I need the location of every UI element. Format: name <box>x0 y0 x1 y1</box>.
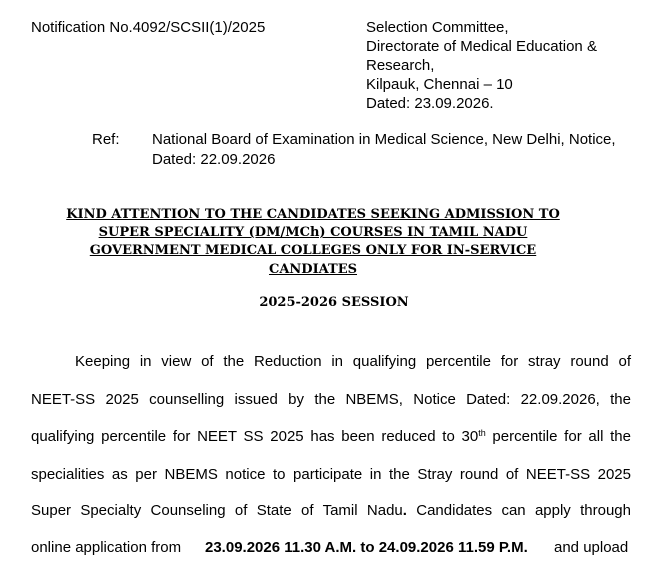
heading-line: GOVERNMENT MEDICAL COLLEGES ONLY FOR IN-SERVICE <box>89 243 537 258</box>
heading-line: CANDIATES <box>268 262 358 277</box>
body-line: NEET-SS 2025 counselling issued by the NBEMS, Notice Dated: 22.09.2026, the <box>31 391 631 408</box>
application-window: 23.09.2026 11.30 A.M. to 24.09.2026 11.59 P.M. <box>205 539 528 556</box>
body-line: Keeping in view of the Reduction in qualifying percentile for stray round of <box>75 353 631 370</box>
body-line-prefix: online application from <box>31 539 182 556</box>
session-title: 2025-2026 SESSION <box>259 295 409 310</box>
notification-number: Notification No.4092/SCSII(1)/2025 <box>31 19 266 36</box>
office-line: Research, <box>366 57 435 74</box>
heading-line: SUPER SPECIALITY (DM/MCh) COURSES IN TAMIL NADU <box>98 225 528 240</box>
body-line: Super Specialty Counseling of State of Tamil Nadu. Candidates can apply through <box>31 502 631 519</box>
office-line: Directorate of Medical Education & <box>366 38 597 55</box>
office-line: Selection Committee, <box>366 19 509 36</box>
office-line: Kilpauk, Chennai – 10 <box>366 76 513 93</box>
reference-label: Ref: <box>92 131 120 148</box>
reference-line: Dated: 22.09.2026 <box>152 151 276 168</box>
reference-line: National Board of Examination in Medical Science, New Delhi, Notice, <box>152 131 616 148</box>
body-line: specialities as per NBEMS notice to participate in the Stray round of NEET-SS 2025 <box>31 466 631 483</box>
heading-line: KIND ATTENTION TO THE CANDIDATES SEEKING ADMISSION TO <box>66 207 560 222</box>
body-line: qualifying percentile for NEET SS 2025 has been reduced to 30th percentile for all the <box>31 428 631 445</box>
body-line-suffix: and upload <box>554 539 629 556</box>
issue-date: Dated: 23.09.2026. <box>366 95 494 112</box>
